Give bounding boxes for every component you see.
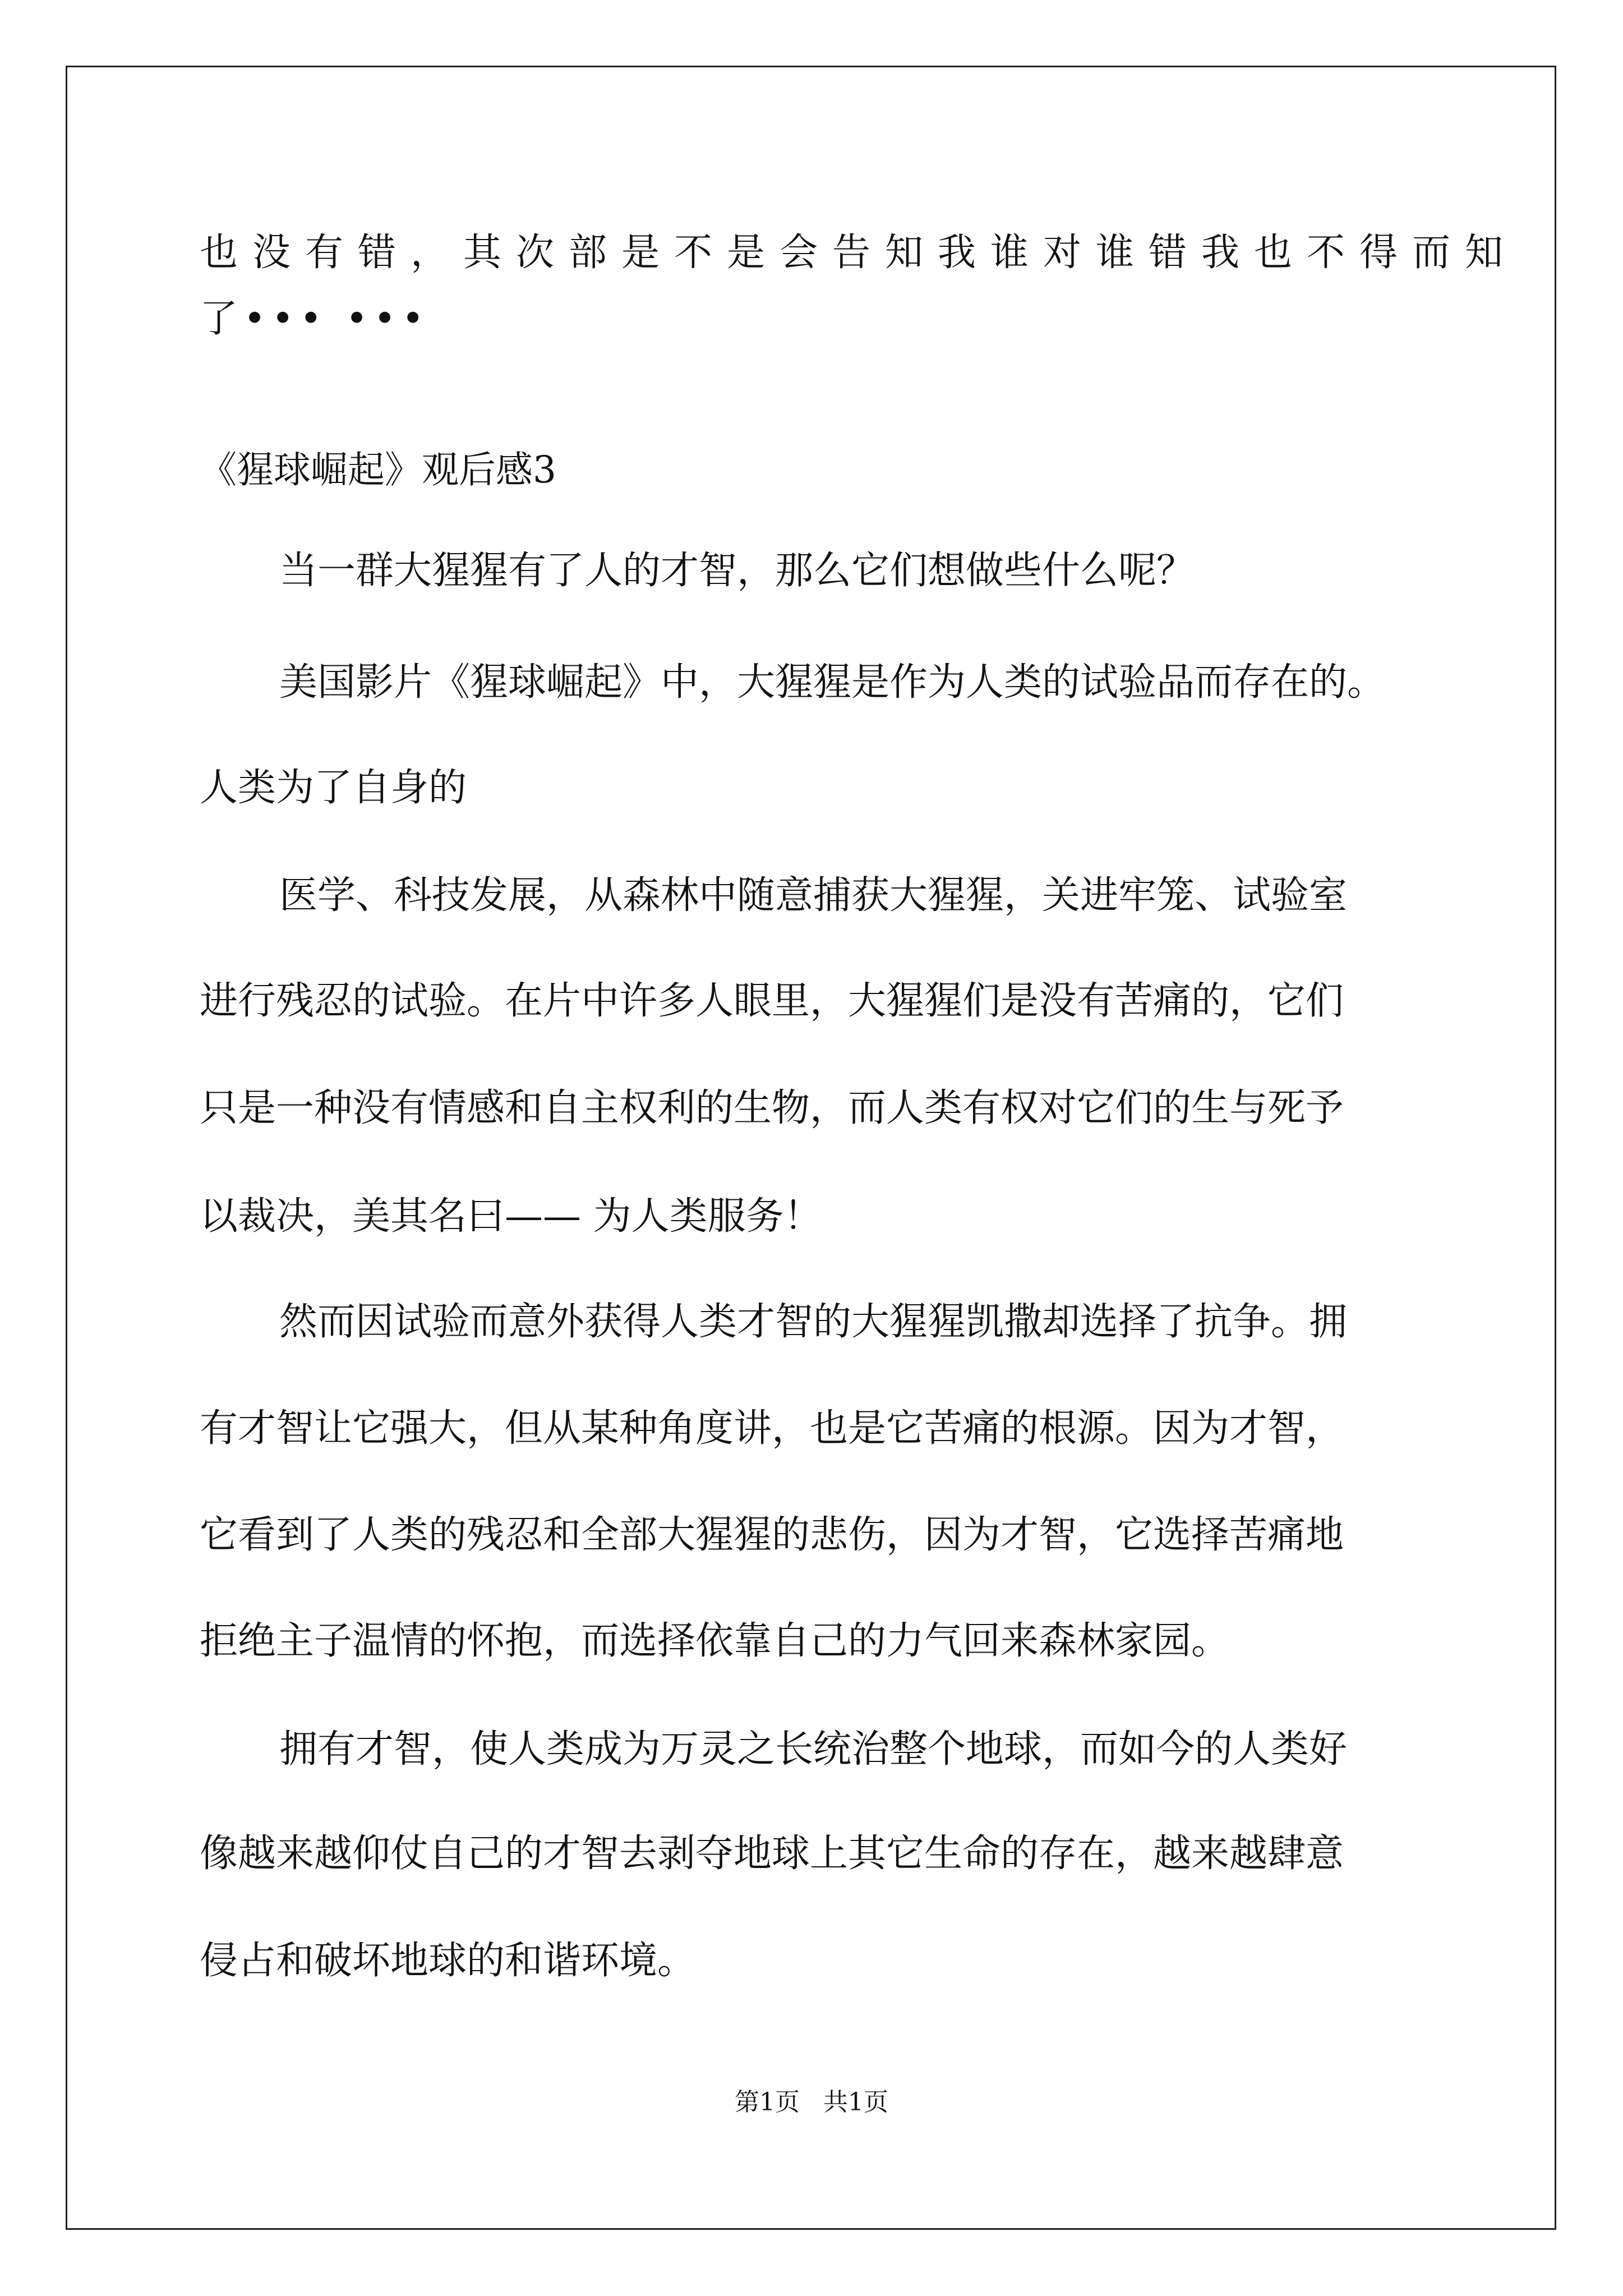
- body-line-1: 也没有错，其次部是不是会告知我谁对谁错我也不得而知: [200, 231, 1518, 275]
- body-line-5: 人类为了自身的: [200, 766, 467, 810]
- body-line-3: 当一群大猩猩有了人的才智，那么它们想做些什么呢？: [279, 549, 1195, 593]
- body-line-4: 美国影片《猩球崛起》中，大猩猩是作为人类的试验品而存在的。: [279, 660, 1386, 705]
- body-line-8: 只是一种没有情感和自主权利的生物，而人类有权对它们的生与死予: [200, 1086, 1344, 1130]
- body-line-13: 拒绝主子温情的怀抱，而选择依靠自己的力气回来森林家园。: [200, 1619, 1230, 1663]
- body-line-11: 有才智让它强大，但从某种角度讲，也是它苦痛的根源。因为才智，: [200, 1406, 1344, 1451]
- body-line-14: 拥有才智，使人类成为万灵之长统治整个地球，而如今的人类好: [279, 1727, 1348, 1772]
- section-title: 《猩球崛起》观后感3: [200, 448, 556, 491]
- body-line-15: 像越来越仰仗自己的才智去剥夺地球上其它生命的存在，越来越肆意: [200, 1832, 1344, 1876]
- page-footer: 第1页 共1页: [735, 2088, 888, 2116]
- body-line-16: 侵占和破坏地球的和谐环境。: [200, 1939, 696, 1983]
- body-line-12: 它看到了人类的残忍和全部大猩猩的悲伤，因为才智，它选择苦痛地: [200, 1513, 1344, 1557]
- body-line-2: 了••• •••: [200, 297, 430, 341]
- body-line-10: 然而因试验而意外获得人类才智的大猩猩凯撒却选择了抗争。拥: [279, 1300, 1348, 1344]
- body-line-7: 进行残忍的试验。在片中许多人眼里，大猩猩们是没有苦痛的，它们: [200, 979, 1344, 1023]
- body-line-9: 以裁决，美其名曰—— 为人类服务！: [200, 1194, 822, 1239]
- page-border: [66, 66, 1556, 2230]
- body-line-6: 医学、科技发展，从森林中随意捕获大猩猩，关进牢笼、试验室: [279, 873, 1348, 918]
